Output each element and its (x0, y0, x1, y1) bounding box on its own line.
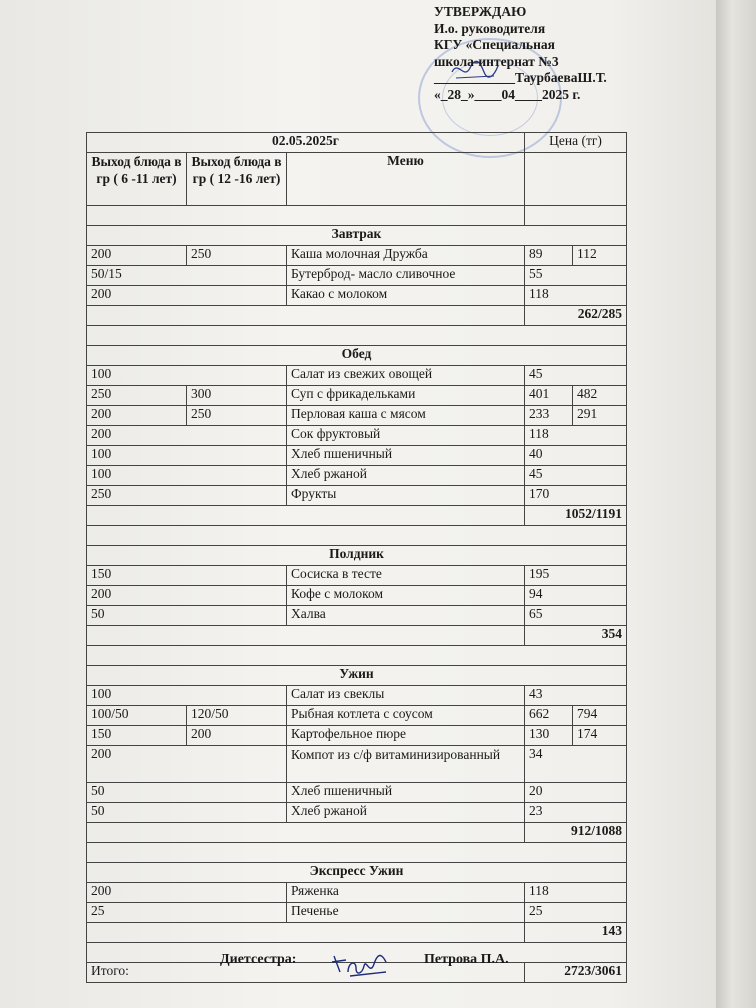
menu-row (87, 903, 627, 923)
dish-name: Салат из свеклы (287, 686, 525, 706)
yield-young: 200 (87, 746, 287, 783)
section-title: Экспресс Ужин (87, 863, 627, 883)
yield-young-header: Выход блюда в гр ( 6 -11 лет) (87, 153, 187, 206)
approval-position: И.о. руководителя (434, 20, 546, 36)
price: 23 (525, 803, 627, 823)
menu-row (87, 706, 627, 726)
menu-row (87, 566, 627, 586)
dietitian-footer (220, 952, 509, 968)
price-young: 130 (525, 726, 573, 746)
menu-table (86, 132, 627, 983)
yield-young: 100 (87, 366, 287, 386)
menu-row (87, 726, 627, 746)
approval-date: «_28_»____04____2025 г. (434, 86, 581, 102)
price: 94 (525, 586, 627, 606)
price: 25 (525, 903, 627, 923)
yield-young: 200 (87, 406, 187, 426)
yield-older: 120/50 (187, 706, 287, 726)
yield-young: 250 (87, 386, 187, 406)
section-header-row (87, 666, 627, 686)
grand-total-label: Итого: (87, 963, 525, 983)
price-header: Цена (тг) (525, 133, 627, 153)
price-older: 794 (573, 706, 627, 726)
section-total-row (87, 506, 627, 526)
yield-young: 100/50 (87, 706, 187, 726)
dish-name: Компот из с/ф витаминизированный (287, 746, 525, 783)
total-spacer (87, 306, 525, 326)
yield-young: 50 (87, 783, 287, 803)
menu-row (87, 246, 627, 266)
price: 45 (525, 366, 627, 386)
dish-name: Кофе с молоком (287, 586, 525, 606)
price: 118 (525, 426, 627, 446)
section-title: Обед (87, 346, 627, 366)
spacer-row (525, 206, 627, 226)
section-total-row (87, 306, 627, 326)
menu-row (87, 803, 627, 823)
yield-young: 50/15 (87, 266, 287, 286)
dish-name: Перловая каша с мясом (287, 406, 525, 426)
dish-name: Хлеб ржаной (287, 466, 525, 486)
spacer-row (87, 206, 525, 226)
yield-young: 200 (87, 426, 287, 446)
total-spacer (87, 506, 525, 526)
spacer-cell (87, 526, 627, 546)
dish-name: Халва (287, 606, 525, 626)
menu-row (87, 783, 627, 803)
yield-young: 200 (87, 883, 287, 903)
section-header-row (87, 546, 627, 566)
menu-row (87, 746, 627, 783)
price: 195 (525, 566, 627, 586)
spacer-row (87, 843, 627, 863)
section-title: Полдник (87, 546, 627, 566)
menu-row (87, 486, 627, 506)
dish-name: Ряженка (287, 883, 525, 903)
yield-young: 200 (87, 246, 187, 266)
dish-name: Салат из свежих овощей (287, 366, 525, 386)
price: 118 (525, 286, 627, 306)
menu-row (87, 286, 627, 306)
spacer-row (87, 646, 627, 666)
spacer-cell (87, 326, 627, 346)
yield-older: 200 (187, 726, 287, 746)
spacer-row (87, 326, 627, 346)
price-older: 112 (573, 246, 627, 266)
approval-title: УТВЕРЖДАЮ (434, 4, 527, 19)
section-title: Ужин (87, 666, 627, 686)
menu-date: 02.05.2025г (87, 133, 525, 153)
yield-older-header: Выход блюда в гр ( 12 -16 лет) (187, 153, 287, 206)
menu-row (87, 406, 627, 426)
yield-young: 50 (87, 606, 287, 626)
menu-row (87, 586, 627, 606)
price-young: 89 (525, 246, 573, 266)
price: 45 (525, 466, 627, 486)
price-older: 482 (573, 386, 627, 406)
menu-row (87, 466, 627, 486)
yield-young: 200 (87, 286, 287, 306)
menu-row (87, 386, 627, 406)
price: 170 (525, 486, 627, 506)
yield-young: 150 (87, 726, 187, 746)
section-header-row (87, 863, 627, 883)
dish-name: Каша молочная Дружба (287, 246, 525, 266)
dish-name: Сок фруктовый (287, 426, 525, 446)
section-total: 262/285 (525, 306, 627, 326)
section-total-row (87, 626, 627, 646)
menu-row (87, 426, 627, 446)
grand-total: 2723/3061 (525, 963, 627, 983)
price: 34 (525, 746, 627, 783)
yield-young: 100 (87, 446, 287, 466)
menu-row (87, 366, 627, 386)
dish-name: Картофельное пюре (287, 726, 525, 746)
yield-older: 300 (187, 386, 287, 406)
yield-young: 200 (87, 586, 287, 606)
price: 55 (525, 266, 627, 286)
dish-name: Суп с фрикадельками (287, 386, 525, 406)
section-header-row (87, 346, 627, 366)
dish-name: Хлеб пшеничный (287, 783, 525, 803)
menu-row (87, 446, 627, 466)
menu-row (87, 606, 627, 626)
spacer-row (87, 526, 627, 546)
dietitian-name: Петрова П.А. (424, 952, 509, 967)
price: 40 (525, 446, 627, 466)
dish-name: Рыбная котлета с соусом (287, 706, 525, 726)
dietitian-signature (330, 948, 390, 980)
yield-young: 100 (87, 466, 287, 486)
menu-header: Меню (287, 153, 525, 206)
total-spacer (87, 626, 525, 646)
dish-name: Фрукты (287, 486, 525, 506)
spacer-cell (87, 646, 627, 666)
menu-row (87, 266, 627, 286)
yield-young: 150 (87, 566, 287, 586)
price-older: 174 (573, 726, 627, 746)
section-total: 143 (525, 923, 627, 943)
price-header-blank (525, 153, 627, 206)
section-title: Завтрак (87, 226, 627, 246)
price: 43 (525, 686, 627, 706)
section-total-row (87, 923, 627, 943)
section-header-row (87, 226, 627, 246)
price: 20 (525, 783, 627, 803)
paper-edge (716, 0, 756, 1008)
price-young: 401 (525, 386, 573, 406)
section-total: 1052/1191 (525, 506, 627, 526)
yield-young: 25 (87, 903, 287, 923)
price-older: 291 (573, 406, 627, 426)
approval-signer: ____________ТаурбаеваШ.Т. (434, 70, 607, 85)
dish-name: Сосиска в тесте (287, 566, 525, 586)
yield-older: 250 (187, 406, 287, 426)
dish-name: Бутерброд- масло сливочное (287, 266, 525, 286)
approval-block (434, 4, 734, 103)
price: 118 (525, 883, 627, 903)
approval-org-name: школа-интернат №3 (434, 53, 559, 69)
total-spacer (87, 923, 525, 943)
dietitian-label: Диетсестра: (220, 952, 297, 967)
dish-name: Печенье (287, 903, 525, 923)
total-spacer (87, 823, 525, 843)
yield-young: 250 (87, 486, 287, 506)
dish-name: Какао с молоком (287, 286, 525, 306)
yield-older: 250 (187, 246, 287, 266)
section-total: 912/1088 (525, 823, 627, 843)
dish-name: Хлеб пшеничный (287, 446, 525, 466)
price-young: 233 (525, 406, 573, 426)
menu-row (87, 883, 627, 903)
section-total: 354 (525, 626, 627, 646)
yield-young: 100 (87, 686, 287, 706)
menu-row (87, 686, 627, 706)
price-young: 662 (525, 706, 573, 726)
approval-org: КГУ «Специальная (434, 37, 555, 52)
price: 65 (525, 606, 627, 626)
yield-young: 50 (87, 803, 287, 823)
dish-name: Хлеб ржаной (287, 803, 525, 823)
spacer-cell (87, 843, 627, 863)
section-total-row (87, 823, 627, 843)
